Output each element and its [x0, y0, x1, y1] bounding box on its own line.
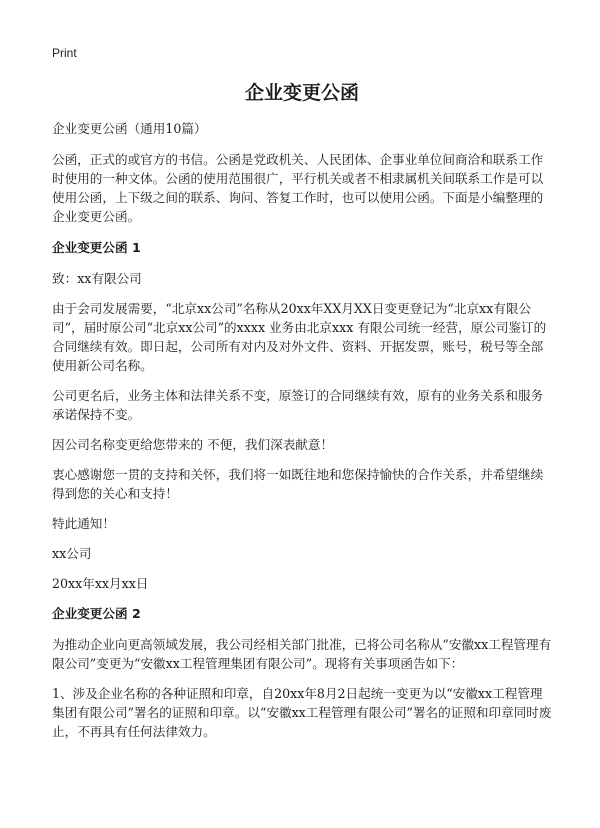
letter-1: [52, 238, 552, 593]
document-subtitle: 企业变更公函（通用10篇）: [52, 121, 207, 136]
letter-paragraph: 公司更名后，业务主体和法律关系不变，原签订的合同继续有效，原有的业务关系和服务承诺保持不变。: [52, 388, 544, 422]
letter-paragraph: 因公司名称变更给您带来的 不便，我们深表献意！: [52, 437, 334, 452]
print-link[interactable]: Print: [52, 46, 77, 60]
document-body: [52, 78, 552, 752]
letter-paragraph: 为推动企业向更高领域发展，我公司经相关部门批准，已将公司名称从“安徽xx工程管理有限公司”变更为“安徽xx工程管理集团有限公司”。现将有关事项函告如下：: [52, 637, 552, 671]
letter-paragraph: 衷心感谢您一贯的支持和关怀，我们将一如既往地和您保持愉快的合作关系，并希望继续得到您的关心和支持！: [52, 467, 544, 501]
letter-paragraph: 特此通知！: [52, 516, 115, 531]
letter-paragraph: 由于会司发展需要，“北京xx公司”名称从20xx年XX月XX日变更登记为“北京xx有限公司”，届时原公司“北京xx公司”的xxxx 业务由北京xxx 有限公司统一经营，原公司鉴订的合同继续有效。即日起，公司所有对内及对外文件、资料、开据发票，账号，税号等全部使用新公司名称。: [52, 301, 547, 373]
letter-date: 20xx年xx月xx日: [52, 576, 149, 591]
intro-paragraph: 公函，正式的或官方的书信。公函是党政机关、人民团体、企事业单位间商洽和联系工作时使用的一种文体。公函的使用范围很广，平行机关或者不相隶属机关间联系工作是可以使用公函，上下级之间的联系、询问、答复工作时，也可以使用公函。下面是小编整理的企业变更公函。: [52, 152, 544, 224]
letter-signature: xx公司: [52, 546, 92, 561]
letter-paragraph: 致：xx有限公司: [52, 271, 142, 286]
section-heading: 企业变更公函 1: [52, 240, 141, 255]
letter-2: [52, 604, 552, 741]
document-title: 企业变更公函: [244, 82, 359, 104]
section-heading: 企业变更公函 2: [52, 606, 141, 621]
letter-paragraph: 1、涉及企业名称的各种证照和印章，自20xx年8月2日起统一变更为以“安徽xx工程管理集团有限公司”署名的证照和印章。以“安徽xx工程管理有限公司”署名的证照和印章同时废止，不再具有任何法律效力。: [52, 686, 552, 739]
